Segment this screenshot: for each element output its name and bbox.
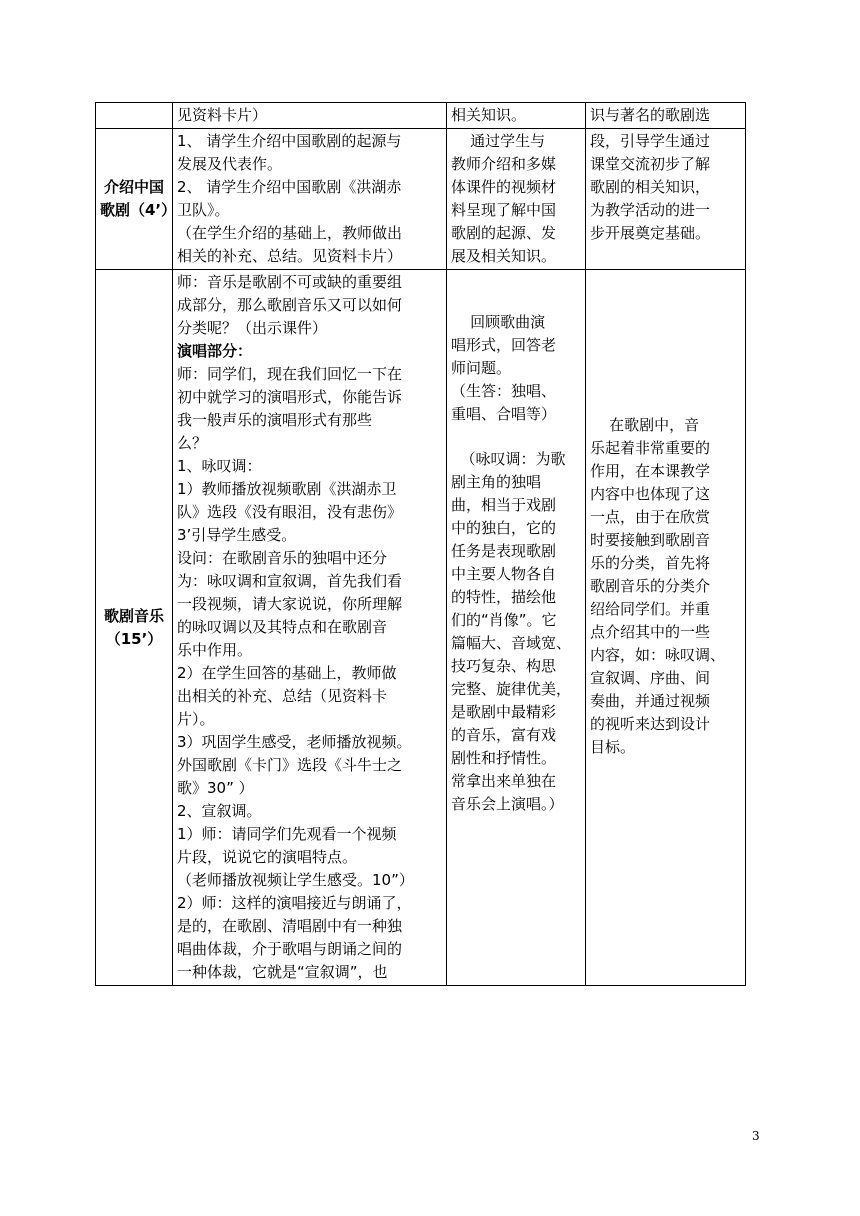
text-line: 发展及代表作。 [177, 155, 283, 173]
text-line: 课堂交流初步了解 [590, 155, 711, 173]
text-line: 外国歌剧《卡门》选段《斗牛士之 [177, 756, 403, 774]
text-line: 的音乐，富有戏 [451, 726, 557, 744]
text-line: 篇幅大、音域宽、 [451, 634, 572, 652]
text-line: 奏曲，并通过视频 [590, 692, 711, 710]
text-line: 2）师：这样的演唱接近与朗诵了， [177, 894, 412, 912]
text-line: 一种体裁，它就是“宣叙调”，也 [177, 963, 388, 981]
section-label-intro [96, 129, 177, 270]
text-line: 歌剧（4’） [100, 201, 177, 219]
text-line: 段，引导学生通过 [590, 132, 711, 150]
text-line: 常拿出来单独在 [451, 772, 557, 790]
text-line: 点介绍其中的一些 [590, 623, 711, 641]
text-line: 2、宣叙调。 [177, 802, 262, 820]
text-line: 师：音乐是歌剧不可或缺的重要组 [177, 273, 403, 291]
text-line: 曲，相当于戏剧 [451, 496, 557, 514]
text-line: 乐的分类，首先将 [590, 554, 711, 572]
text-line: 教师介绍和多媒 [451, 155, 557, 173]
spacer [590, 271, 741, 414]
cell-student-activity [447, 270, 586, 986]
text-line: （老师播放视频让学生感受。10”） [177, 871, 414, 889]
cell-teacher-activity [173, 103, 447, 129]
text-line: 绍给同学们。并重 [590, 600, 711, 618]
text-line: 歌剧音乐的分类介 [590, 577, 711, 595]
text-line: 1）师：请同学们先观看一个视频 [177, 825, 397, 843]
text-line: 剧性和抒情性。 [451, 749, 557, 767]
text-line: 一点，由于在欣赏 [590, 508, 711, 526]
text-line: 通过学生与 [451, 132, 546, 150]
text-line: 是的，在歌剧、清唱剧中有一种独 [177, 917, 403, 935]
text-line: 片段，说说它的演唱特点。 [177, 848, 358, 866]
text-line: 相关的补充、总结。见资料卡片） [177, 247, 403, 265]
text-line: 乐中作用。 [177, 641, 253, 659]
table-row-intro-chinese-opera [96, 129, 746, 270]
cell-teacher-activity [173, 129, 447, 270]
subheading-singing: 演唱部分： [177, 342, 253, 360]
text-line: 相关知识。 [451, 106, 527, 124]
cell-student-activity [447, 129, 586, 270]
text-line: 师：同学们，现在我们回忆一下在 [177, 365, 403, 383]
text-line: 2、 请学生介绍中国歌剧《洪湖赤 [177, 178, 402, 196]
text-line: 歌剧音乐 [103, 606, 164, 625]
text-line: 的咏叹调以及其特点和在歌剧音 [177, 618, 388, 636]
text-line: 中的独白，它的 [451, 519, 557, 537]
text-line: 内容中也体现了这 [590, 485, 711, 503]
text-line: 1、 请学生介绍中国歌剧的起源与 [177, 132, 402, 150]
text-line: 出相关的补充、总结（见资料卡 [177, 687, 388, 705]
text-line: 体课件的视频材 [451, 178, 557, 196]
cell-design-intent [586, 103, 746, 129]
text-line: 完整、旋律优美， [451, 680, 572, 698]
cell-student-activity [447, 103, 586, 129]
text-line: 3’引导学生感受。 [177, 526, 297, 544]
text-line: 的特性，描绘他 [451, 588, 557, 606]
text-line: 初中就学习的演唱形式，你能告诉 [177, 388, 403, 406]
spacer [451, 426, 581, 448]
table-row-opera-music [96, 270, 746, 986]
text-line: 重唱、合唱等） [451, 405, 557, 423]
lesson-plan-table [95, 102, 746, 986]
section-label-opera-music [96, 270, 173, 986]
table-row-continuation [96, 103, 746, 129]
text-line: 展及相关知识。 [451, 247, 557, 265]
text-line: 料呈现了解中国 [451, 201, 557, 219]
text-line: 宣叙调、序曲、间 [590, 669, 711, 687]
cell-design-intent [586, 129, 746, 270]
text-line: 时要接触到歌剧音 [590, 531, 711, 549]
text-line: （在学生介绍的基础上，教师做出 [177, 224, 403, 242]
text-line: 1）教师播放视频歌剧《洪湖赤卫 [177, 480, 397, 498]
text-line: 任务是表现歌剧 [451, 542, 557, 560]
text-line: 作用，在本课教学 [590, 462, 711, 480]
text-line: 介绍中国 [103, 178, 164, 196]
text-line: 识与著名的歌剧选 [590, 106, 711, 124]
text-line: 成部分，那么歌剧音乐又可以如何 [177, 296, 403, 314]
text-line: （15’） [105, 629, 163, 648]
text-line: 是歌剧中最精彩 [451, 703, 557, 721]
text-line: 目标。 [590, 738, 636, 756]
text-line: （咏叹调：为歌 [451, 450, 566, 468]
text-line: 们的“肖像”。它 [451, 611, 557, 629]
text-line: 内容，如：咏叹调、 [590, 646, 726, 664]
text-line: 技巧复杂、构思 [451, 657, 557, 675]
text-line: 的视听来达到设计 [590, 715, 711, 733]
text-line: 我一般声乐的演唱形式有那些 [177, 411, 373, 429]
text-line: 分类呢？（出示课件） [177, 319, 328, 337]
text-line: 片）。 [177, 710, 215, 728]
cell-teacher-activity [173, 270, 447, 986]
text-line: 步开展奠定基础。 [590, 224, 711, 242]
text-line: 1、咏叹调： [177, 457, 262, 475]
text-line: 卫队》。 [177, 201, 230, 219]
text-line: 唱形式，回答老 [451, 336, 557, 354]
cell-section-empty [96, 103, 173, 129]
text-line: 中主要人物各自 [451, 565, 557, 583]
text-line: 么？ [177, 434, 208, 452]
text-line: 见资料卡片） [177, 106, 268, 124]
text-line: 师问题。 [451, 359, 512, 377]
text-line: 在歌剧中，音 [590, 416, 700, 434]
text-line: （生答：独唱、 [451, 382, 557, 400]
text-line: 一段视频，请大家说说，你所理解 [177, 595, 403, 613]
text-line: 队》选段《没有眼泪，没有悲伤》 [177, 503, 403, 521]
text-line: 3）巩固学生感受，老师播放视频。 [177, 733, 412, 751]
text-line: 回顾歌曲演 [451, 313, 546, 331]
text-line: 乐起着非常重要的 [590, 439, 711, 457]
text-line: 唱曲体裁，介于歌唱与朗诵之间的 [177, 940, 403, 958]
text-line: 为：咏叹调和宣叙调，首先我们看 [177, 572, 403, 590]
text-line: 歌剧的起源、发 [451, 224, 557, 242]
text-line: 歌》30” ） [177, 779, 254, 797]
spacer [451, 271, 581, 311]
text-line: 设问：在歌剧音乐的独唱中还分 [177, 549, 388, 567]
text-line: 剧主角的独唱 [451, 473, 542, 491]
text-line: 为教学活动的进一 [590, 201, 711, 219]
text-line: 歌剧的相关知识， [590, 178, 711, 196]
page-number: 3 [752, 1129, 760, 1143]
text-line: 音乐会上演唱。） [451, 795, 564, 813]
text-line: 2）在学生回答的基础上，教师做 [177, 664, 397, 682]
cell-design-intent [586, 270, 746, 986]
